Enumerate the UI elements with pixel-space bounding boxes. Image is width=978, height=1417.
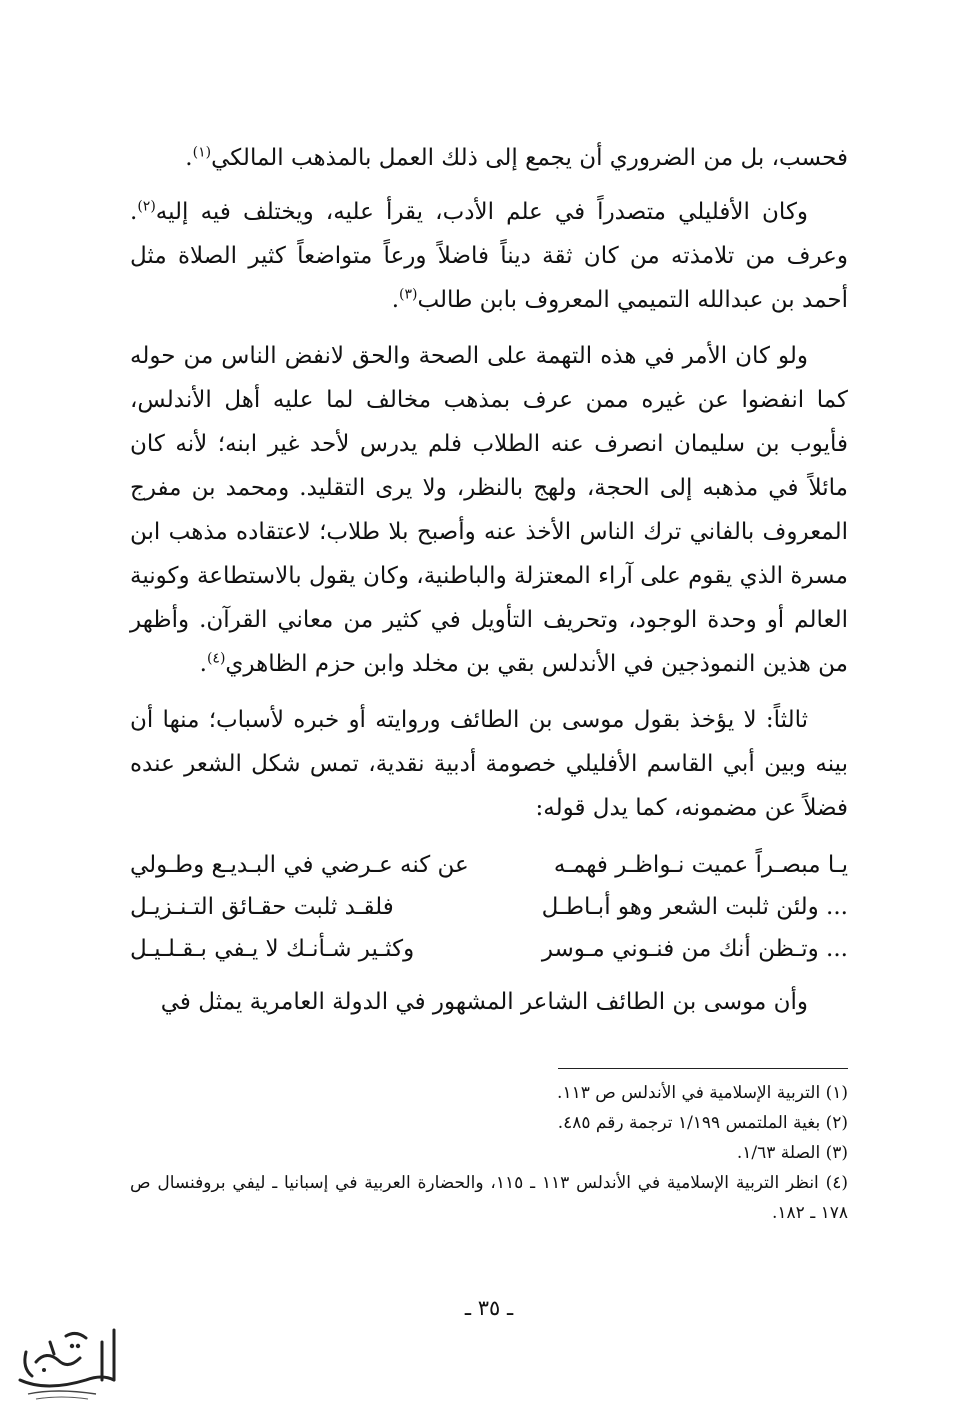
verse-second-half: فلقـد ثلبت حقـائق التـنـزيـل <box>130 894 394 920</box>
main-text <box>130 136 848 1024</box>
verse-line <box>130 886 848 928</box>
verse-line <box>130 928 848 970</box>
paragraph-2-end: . <box>391 287 399 313</box>
paragraph-3 <box>130 334 848 686</box>
verse-first-half: يـا مبصـراً عميت نـواظـر فهمـه <box>553 852 848 878</box>
paragraph-3-text: ولو كان الأمر في هذه التهمة على الصحة والحق لانفض الناس من حوله كما انفضوا عن غيره ممن عرف بمذهب مخالف لما عليه أهل الأندلس، فأيوب بن سليمان انصرف عنه الطلاب فلم يدرس لأحد غير ابنه؛ لأنه كان مائلاً في مذهبه إلى الحجة، ولهج بالنظر، ولا يرى التقليد. ومحمد بن مفرج المعروف بالفاني ترك الناس الأخذ عنه وأصبح بلا طلاب؛ لاعتقاده مذهب ابن مسرة الذي يقوم على آراء المعتزلة والباطنية، وكان يقول بالاستطاعة وكونية العالم أو وحدة الوجود، وتحريف التأويل في كثير من معاني القرآن. وأظهر من هذين النموذجين في الأندلس بقي بن مخلد وابن حزم الظاهري <box>130 343 848 677</box>
verse-second-half: وكثـير شـأنـك لا يـفي بـقـلـيـل <box>130 936 415 962</box>
footnote-divider <box>558 1068 848 1069</box>
paragraph-5: وأن موسى بن الطائف الشاعر المشهور في الدولة العامرية يمثل في <box>160 989 808 1015</box>
footnote-ref-4: (٤) <box>206 650 226 667</box>
footnote-item: (٤) انظر التربية الإسلامية في الأندلس ١١٣ ـ ١١٥، والحضارة العربية في إسبانيا ـ ليفي بروفنسال ص ١٧٨ ـ ١٨٢. <box>130 1173 848 1223</box>
footnote-ref-3: (٣) <box>399 286 418 303</box>
verse-first-half: ... ولئن ثلبت الشعر وهو أبـاطـل <box>541 894 848 920</box>
footnotes <box>130 1078 848 1228</box>
footnote-ref-1: (١) <box>192 144 212 161</box>
paragraph-1-tail: . <box>185 145 193 171</box>
paragraph-2-tail: . وعرف من تلامذته من كان ثقة ديناً فاضلاً ورعاً متواضعاً كثير الصلاة مثل أحمد بن عبدالله التميمي المعروف بابن طالب <box>130 199 848 313</box>
footnote-item: (١) التربية الإسلامية في الأندلس ص ١١٣. <box>557 1083 848 1103</box>
paragraph-2 <box>130 190 848 322</box>
verse-first-half: ... وتـظن أنك من فنـوني مـوسر <box>541 936 848 962</box>
paragraph-4: ثالثاً: لا يؤخذ بقول موسى بن الطائف وروايته أو خبره لأسباب؛ منها أن بينه وبين أبي القاسم الأفليلي خصومة أدبية نقدية، تمس شكل الشعر عنده فضلاً عن مضمونه، كما يدل قوله: <box>130 707 848 821</box>
calligraphy-stamp-icon <box>6 1322 126 1404</box>
footnote-item: (٢) بغية الملتمس ١/١٩٩ ترجمة رقم ٤٨٥. <box>557 1113 848 1133</box>
paragraph-1 <box>130 136 848 180</box>
footnote-ref-2: (٢) <box>137 198 156 215</box>
paragraph-1-text: فحسب، بل من الضروري أن يجمع إلى ذلك العمل بالمذهب المالكي <box>211 145 848 171</box>
verse-line <box>130 844 848 886</box>
poem <box>130 844 848 970</box>
paragraph-3-tail: . <box>199 651 207 677</box>
page-number: ـ ٣٥ ـ <box>464 1296 514 1320</box>
paragraph-2-text: وكان الأفليلي متصدراً في علم الأدب، يقرأ عليه، ويختلف فيه إليه <box>155 199 808 225</box>
verse-second-half: عن كنه عـرضي في البـديـع وطـولي <box>130 852 469 878</box>
footnote-item: (٣) الصلة ١/٦٣. <box>736 1143 848 1163</box>
